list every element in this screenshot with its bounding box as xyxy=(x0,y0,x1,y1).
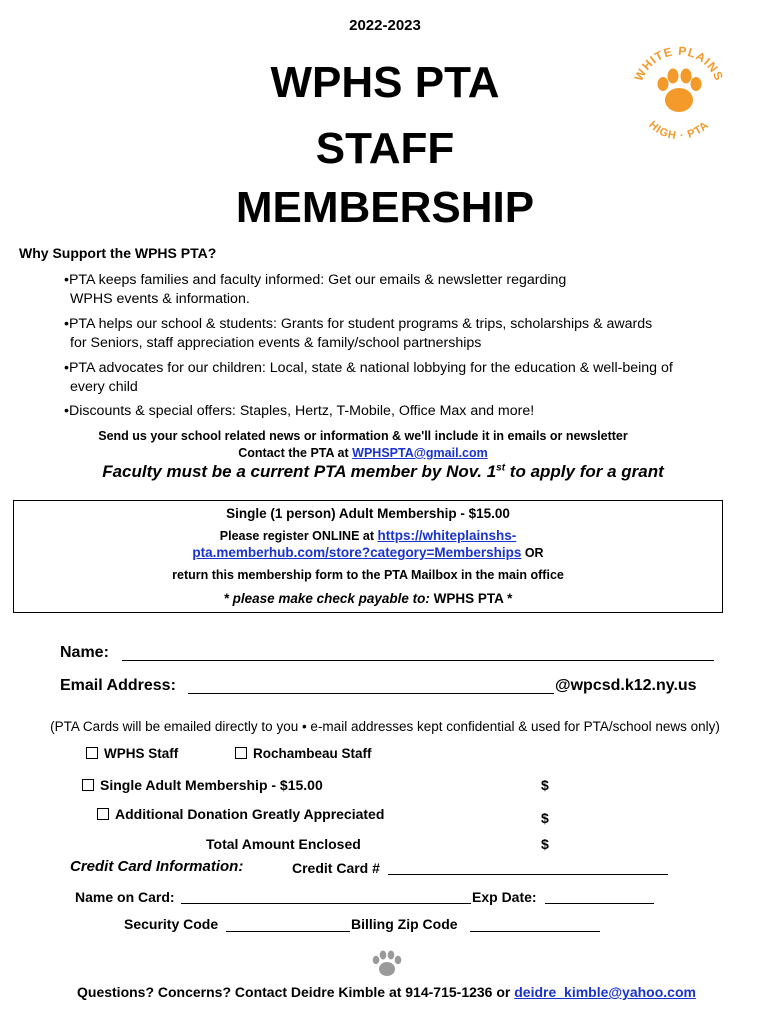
paw-icon xyxy=(658,69,702,113)
pta-email-link[interactable]: WPHSPTA@gmail.com xyxy=(352,446,488,460)
bullet-informed xyxy=(64,271,724,309)
news-line: Send us your school related news or information & we'll include it in emails or newsletter xyxy=(98,429,628,443)
email-domain: @wpcsd.k12.ny.us xyxy=(555,677,697,694)
checkbox-icon[interactable] xyxy=(82,779,94,791)
credit-card-number-field[interactable] xyxy=(388,874,668,875)
bullet-line-cont: every child xyxy=(70,379,138,395)
name-field[interactable] xyxy=(122,660,714,661)
logo-text-bottom: HIGH · PTA xyxy=(646,118,712,143)
faculty-grant-notice xyxy=(0,462,766,482)
name-label: Name: xyxy=(60,644,109,661)
security-code-label: Security Code xyxy=(124,916,219,932)
payable-italic: * please make check payable to: xyxy=(223,591,434,606)
bullet-discounts xyxy=(64,402,724,421)
name-on-card-label: Name on Card: xyxy=(75,889,175,905)
payee: WPHS PTA * xyxy=(433,591,513,606)
single-membership-option[interactable] xyxy=(82,777,323,793)
security-code-field[interactable] xyxy=(226,931,350,932)
news-notice xyxy=(0,428,726,462)
wphs-staff-option[interactable] xyxy=(86,746,178,761)
page-title: WPHS PTA xyxy=(270,58,500,107)
contact-email-link[interactable]: deidre_kimble@yahoo.com xyxy=(514,984,696,1000)
year-label: 2022-2023 xyxy=(349,17,421,34)
footer-text: Questions? Concerns? Contact Deidre Kimble at 914-715-1236 or xyxy=(77,984,515,1000)
bullet-line: •Discounts & special offers: Staples, Hertz, T-Mobile, Office Max and more! xyxy=(64,403,535,419)
membership-amount-dollar: $ xyxy=(541,777,549,793)
credit-card-number-label: Credit Card # xyxy=(292,860,380,876)
membership-info-box xyxy=(13,500,723,613)
bullet-line-cont: WPHS events & information. xyxy=(70,291,250,307)
news-contact-prefix: Contact the PTA at xyxy=(238,446,353,460)
rochambeau-staff-option[interactable] xyxy=(235,746,372,761)
payable-line xyxy=(14,591,722,606)
bullet-advocates xyxy=(64,359,724,397)
news-contact-line xyxy=(0,445,726,462)
register-or: OR xyxy=(521,546,544,560)
bullet-helps xyxy=(64,315,724,353)
logo-text-top: WHITE PLAINS xyxy=(631,43,727,84)
page-subtitle-staff: STAFF xyxy=(315,124,455,173)
svg-text:WHITE PLAINS xyxy=(632,44,727,83)
register-link-line xyxy=(14,545,722,560)
faculty-sup: st xyxy=(496,462,506,474)
option-label: Additional Donation Greatly Appreciated xyxy=(115,806,385,822)
footer-contact xyxy=(77,984,696,1000)
credit-card-heading: Credit Card Information: xyxy=(70,858,244,875)
exp-date-field[interactable] xyxy=(545,903,654,904)
why-support-heading: Why Support the WPHS PTA? xyxy=(19,245,217,261)
register-prefix: Please register ONLINE at xyxy=(219,529,378,543)
billing-zip-label: Billing Zip Code xyxy=(351,916,458,932)
register-online-line xyxy=(14,528,722,543)
email-label: Email Address: xyxy=(60,677,176,694)
option-label: WPHS Staff xyxy=(104,746,179,761)
faculty-text: Faculty must be a current PTA member by Nov. 1 xyxy=(102,462,497,481)
membership-price: Single (1 person) Adult Membership - $15.00 xyxy=(226,506,510,521)
email-field[interactable] xyxy=(188,693,554,694)
total-amount-dollar: $ xyxy=(541,836,549,852)
page-subtitle-membership: MEMBERSHIP xyxy=(235,183,535,232)
donation-amount-dollar: $ xyxy=(541,810,549,826)
mailbox-line: return this membership form to the PTA Mailbox in the main office xyxy=(172,568,564,582)
bullet-line: •PTA keeps families and faculty informed: Get our emails & newsletter regarding xyxy=(64,272,567,288)
svg-text:HIGH · PTA xyxy=(646,119,711,142)
memberhub-link[interactable]: https://whiteplainshs- xyxy=(377,528,517,543)
name-on-card-field[interactable] xyxy=(181,903,471,904)
option-label: Rochambeau Staff xyxy=(253,746,372,761)
option-label: Single Adult Membership - $15.00 xyxy=(100,777,323,793)
white-plains-pta-logo xyxy=(626,38,732,144)
billing-zip-field[interactable] xyxy=(470,931,600,932)
checkbox-icon[interactable] xyxy=(97,808,109,820)
checkbox-icon[interactable] xyxy=(86,747,98,759)
total-label: Total Amount Enclosed xyxy=(206,836,361,852)
memberhub-link-cont[interactable]: pta.memberhub.com/store?category=Memberships xyxy=(192,545,522,560)
bullet-line: •PTA helps our school & students: Grants for student programs & trips, scholarships & awards xyxy=(64,316,653,332)
bullet-line-cont: for Seniors, staff appreciation events & family/school partnerships xyxy=(70,335,482,351)
checkbox-icon[interactable] xyxy=(235,747,247,759)
exp-date-label: Exp Date: xyxy=(472,889,537,905)
faculty-text-after: to apply for a grant xyxy=(505,462,664,481)
donation-option[interactable] xyxy=(97,806,384,822)
bullet-line: •PTA advocates for our children: Local, state & national lobbying for the education & well-being of xyxy=(64,360,673,376)
paw-icon xyxy=(370,949,404,979)
privacy-note: (PTA Cards will be emailed directly to you • e-mail addresses kept confidential & used for PTA/school news only) xyxy=(50,719,720,734)
